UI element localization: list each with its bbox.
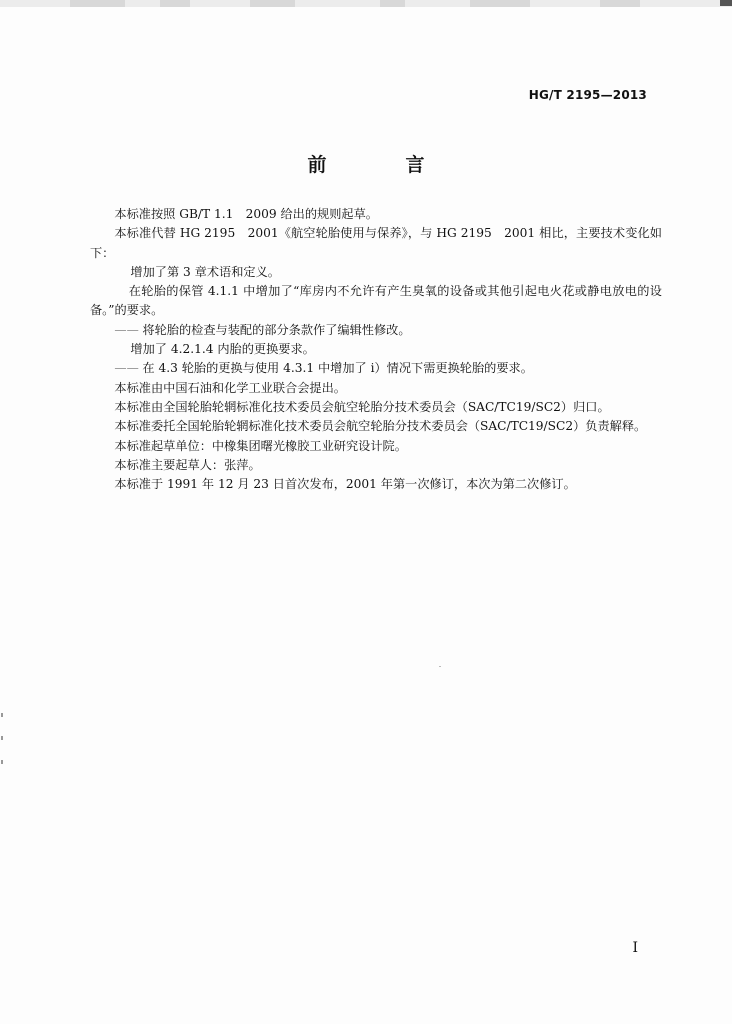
paragraph-main-drafters: 本标准主要起草人：张萍。 <box>114 457 261 472</box>
page-number: I <box>632 940 638 956</box>
list-dash: —— <box>114 322 139 337</box>
list-item-change-4 <box>90 340 662 359</box>
scan-corner-mark <box>720 0 732 6</box>
paragraph-publication-history: 本标准于 1991 年 12 月 23 日首次发布，2001 年第一次修订，本次为第二次修订。 <box>114 477 576 492</box>
paragraph-under-jurisdiction: 本标准由全国轮胎轮辋标准化技术委员会航空轮胎分技术委员会（SAC/TC19/SC2）归口。 <box>114 399 610 414</box>
list-item-change-2 <box>90 282 662 321</box>
paragraph-drafting-rules: 本标准按照 GB/T 1.1 2009 给出的规则起草。 <box>114 207 378 221</box>
paragraph-replaces: 本标准代替 HG 2195 2001《航空轮胎使用与保养》，与 HG 2195 2001 相比，主要技术变化如下： <box>90 226 662 260</box>
list-item-change-3 <box>90 321 662 340</box>
scan-speck <box>439 666 441 667</box>
list-item-text: 在 4.3 轮胎的更换与使用 4.3.1 中增加了 i）情况下需更换轮胎的要求。 <box>142 361 533 376</box>
standard-number: HG/T 2195—2013 <box>528 88 647 102</box>
paragraph-interpretation: 本标准委托全国轮胎轮辋标准化技术委员会航空轮胎分技术委员会（SAC/TC19/SC2）负责解释。 <box>114 419 647 434</box>
paragraph-drafting-organization: 本标准起草单位：中橡集团曙光橡胶工业研究设计院。 <box>114 438 407 453</box>
list-item-text: 在轮胎的保管 4.1.1 中增加了“库房内不允许有产生臭氧的设备或其他引起电火花或静电放电的设备。”的要求。 <box>90 284 662 318</box>
scan-top-border <box>0 0 732 7</box>
list-item-text: 增加了 4.2.1.4 内胎的更换要求。 <box>130 342 315 357</box>
list-dash: —— <box>114 361 139 376</box>
list-item-text: 增加了第 3 章术语和定义。 <box>130 264 280 279</box>
list-item-change-1 <box>90 263 662 282</box>
list-item-change-5 <box>90 359 662 378</box>
foreword-body <box>90 205 662 494</box>
page-title: 前 言 <box>307 154 455 176</box>
paragraph-proposed-by: 本标准由中国石油和化学工业联合会提出。 <box>114 380 346 395</box>
list-item-text: 将轮胎的检查与装配的部分条款作了编辑性修改。 <box>142 322 411 337</box>
